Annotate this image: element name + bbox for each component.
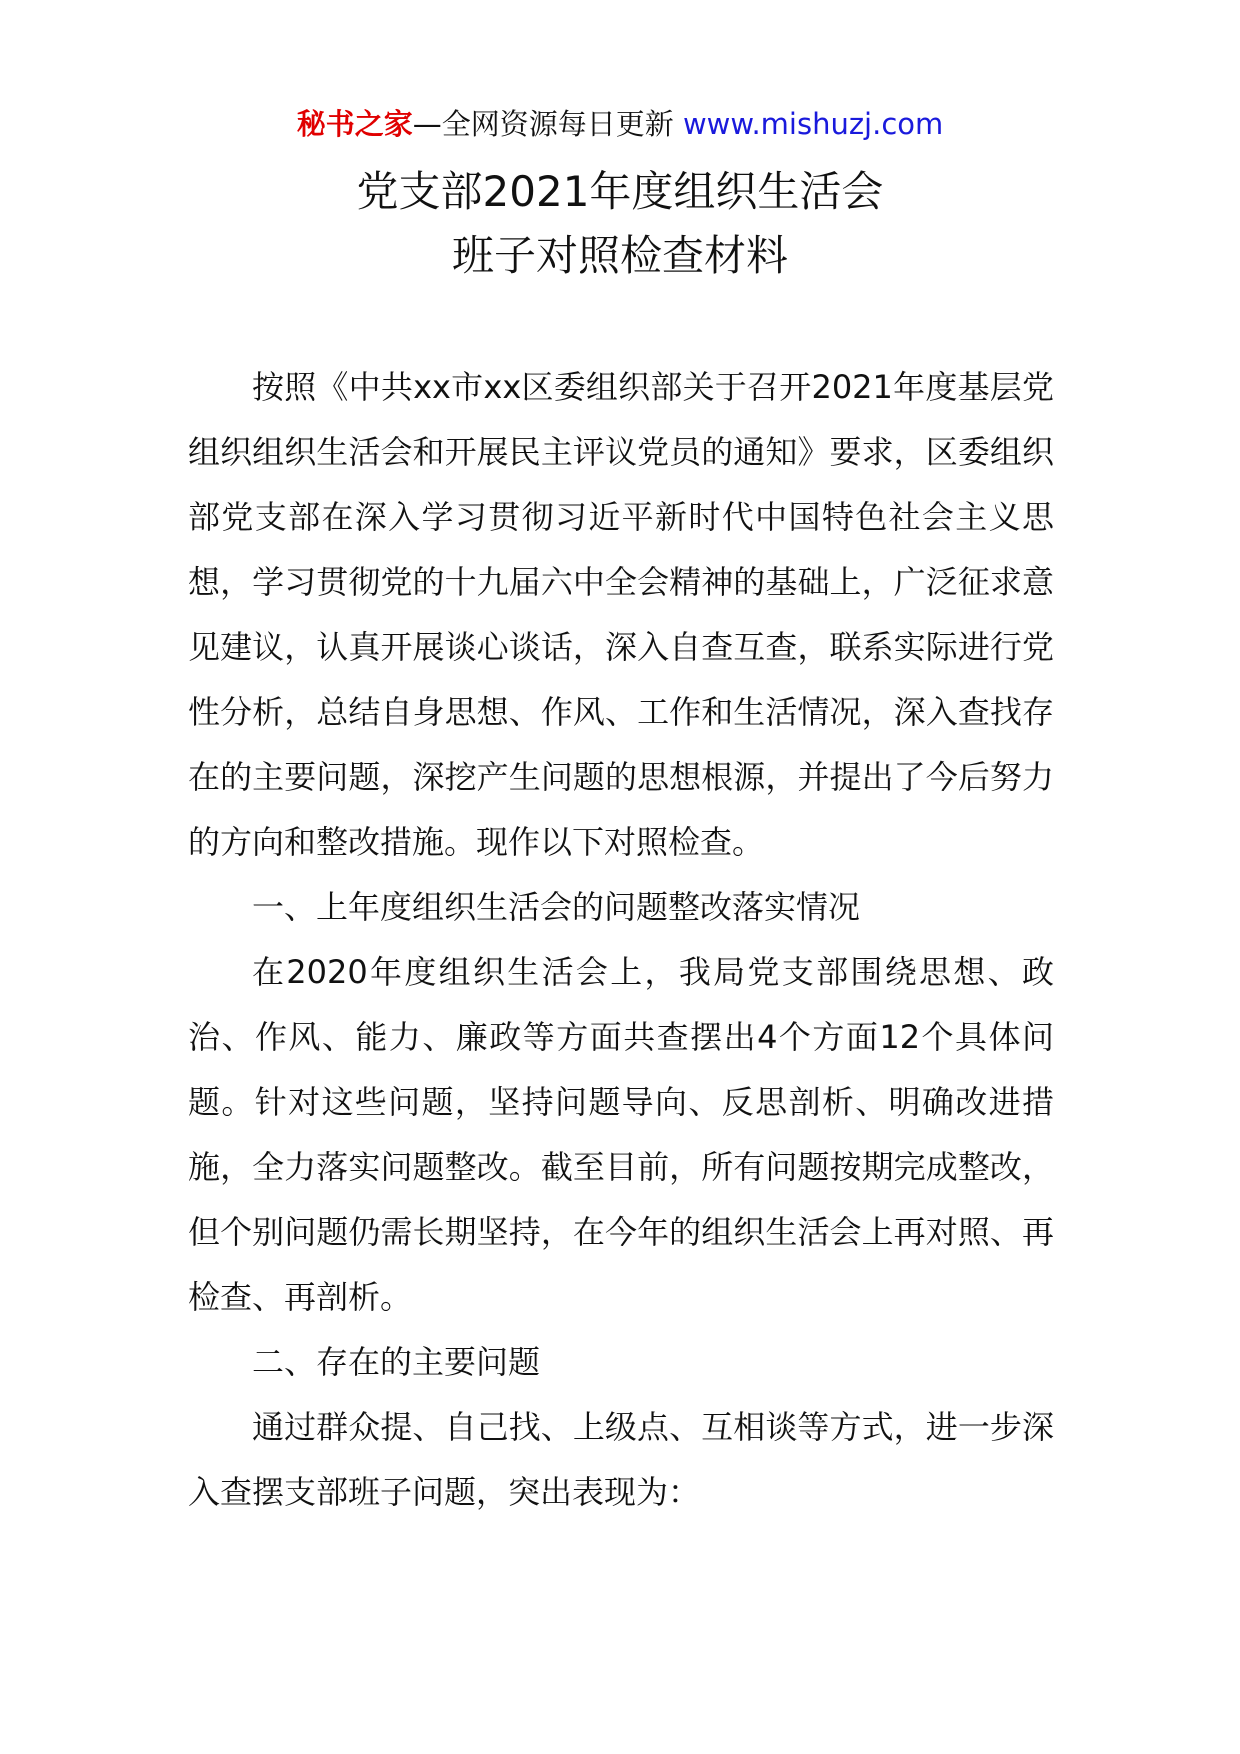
site-tagline: —全网资源每日更新 bbox=[412, 107, 683, 141]
document-title-line-2: 班子对照检查材料 bbox=[451, 231, 788, 280]
section-heading-2: 二、存在的主要问题 bbox=[252, 1343, 541, 1381]
site-brand: 秘书之家 bbox=[296, 107, 413, 141]
section-2-paragraph: 通过群众提、自己找、上级点、互相谈等方式，进一步深入查摆支部班子问题，突出表现为： bbox=[188, 1408, 1054, 1511]
site-url[interactable]: www.mishuzj.com bbox=[682, 107, 944, 141]
section-heading-1: 一、上年度组织生活会的问题整改落实情况 bbox=[252, 888, 861, 926]
section-1-paragraph: 在2020年度组织生活会上，我局党支部围绕思想、政治、作风、能力、廉政等方面共查摆出4个方面12个具体问题。针对这些问题，坚持问题导向、反思剖析、明确改进措施，全力落实问题整改。截至目前，所有问题按期完成整改，但个别问题仍需长期坚持，在今年的组织生活会上再对照、再检查、再剖析。 bbox=[188, 953, 1054, 1316]
document-body bbox=[188, 355, 1054, 1525]
document-title-line-1: 党支部2021年度组织生活会 bbox=[356, 167, 884, 216]
intro-paragraph: 按照《中共xx市xx区委组织部关于召开2021年度基层党组织组织生活会和开展民主评议党员的通知》要求，区委组织部党支部在深入学习贯彻习近平新时代中国特色社会主义思想，学习贯彻党的十九届六中全会精神的基础上，广泛征求意见建议，认真开展谈心谈话，深入自查互查，联系实际进行党性分析，总结自身思想、作风、工作和生活情况，深入查找存在的主要问题，深挖产生问题的思想根源，并提出了今后努力的方向和整改措施。现作以下对照检查。 bbox=[188, 368, 1054, 861]
site-header bbox=[0, 104, 1240, 144]
